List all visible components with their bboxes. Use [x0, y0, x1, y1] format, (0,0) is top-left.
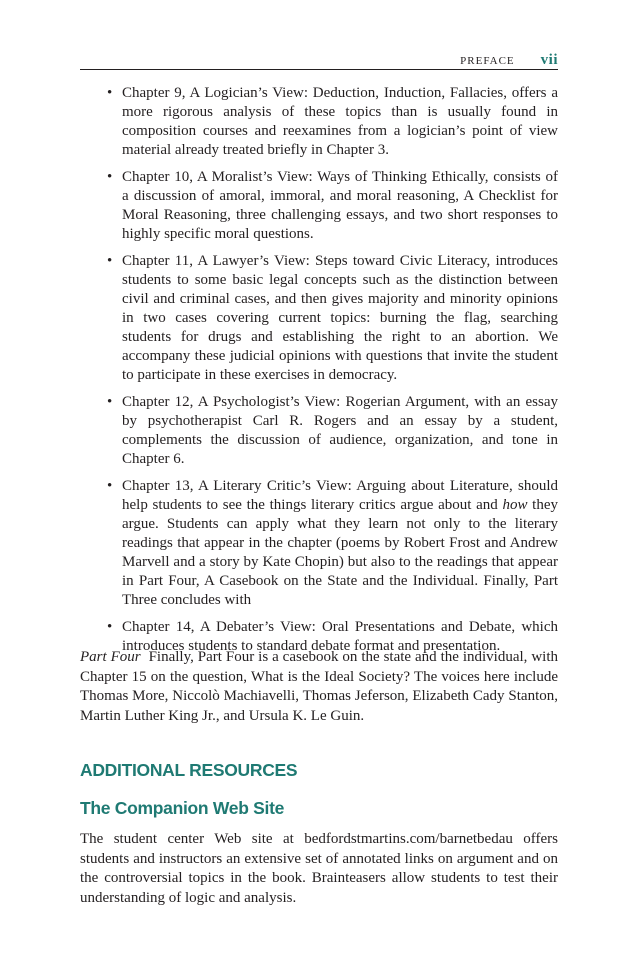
part-four-lead: Part Four — [80, 649, 141, 665]
bullet-item-chapter-9 — [80, 84, 558, 160]
header-rule — [80, 69, 558, 70]
running-head-section: PREFACE — [460, 55, 515, 67]
bullet-text: Chapter 12, A Psychologist’s View: Rogerian Argument, with an essay by psychotherapist Carl R. Rogers and an essay by a student, complements the discussion of audience, organization, and tone in Chapter 6. — [122, 394, 558, 467]
chapter-bullet-list — [80, 84, 558, 664]
bullet-marker: • — [107, 619, 113, 635]
bullet-emphasis-how: how — [502, 497, 528, 513]
part-four-paragraph — [80, 648, 558, 726]
bullet-marker: • — [107, 394, 113, 410]
running-head — [460, 52, 558, 69]
bullet-text: Chapter 11, A Lawyer’s View: Steps toward Civic Literacy, introduces students to some basic legal concepts such as the distinction between civil and criminal cases, and then gives majority and minority opinions in two cases covering current topics: burning the flag, searching students for drugs and establishing the right to an abortion. We accompany these judicial opinions with questions that invite the student to participate in these exercises in democracy. — [122, 253, 558, 383]
bullet-text-part: they argue. Students can apply what they learn not only to the literary readings that appear in the chapter (poems by Robert Frost and Andrew Marvell and a story by Kate Chopin) but also to the readings that appear in Part Four, A Casebook on the State and the Individual. Finally, Part Three concludes with — [122, 497, 559, 608]
bullet-marker: • — [107, 253, 113, 269]
bullet-marker: • — [107, 169, 113, 185]
bullet-item-chapter-11 — [80, 252, 558, 385]
bullet-item-chapter-10 — [80, 168, 558, 244]
additional-resources-heading: ADDITIONAL RESOURCES — [80, 760, 298, 780]
bullet-item-chapter-13 — [80, 477, 558, 610]
page-number: vii — [540, 52, 558, 68]
companion-web-site-paragraph: The student center Web site at bedfordstmartins.com/barnetbedau offers students and instructors an extensive set of annotated links on argument and on the controversial topics in the book. Brainteasers allow students to test their understanding of logic and analysis. — [80, 831, 558, 906]
bullet-text: Chapter 9, A Logician’s View: Deduction, Induction, Fallacies, offers a more rigorous analysis of these topics than is usually found in composition courses and reexamines from a logician’s point of view material already treated briefly in Chapter 3. — [122, 85, 558, 158]
bullet-marker: • — [107, 85, 113, 101]
bullet-text: Chapter 10, A Moralist’s View: Ways of Thinking Ethically, consists of a discussion of amoral, immoral, and moral reasoning, A Checklist for Moral Reasoning, three challenging essays, and two short responses to highly specific moral questions. — [122, 169, 558, 242]
bullet-item-chapter-12 — [80, 393, 558, 469]
bullet-text-part: Chapter 13, A Literary Critic’s View: Arguing about Literature, should help students to see the things literary critics argue about and — [122, 478, 558, 513]
companion-web-site-heading: The Companion Web Site — [80, 798, 285, 818]
part-four-text: Finally, Part Four is a casebook on the state and the individual, with Chapter 15 on the question, What is the Ideal Society? The voices here include Thomas More, Niccolò Machiavelli, Thomas Jeferson, Elizabeth Cady Stanton, Martin Luther King Jr., and Ursula K. Le Guin. — [80, 649, 558, 724]
bullet-marker: • — [107, 478, 113, 494]
bullet-text: Chapter 14, A Debater’s View: Oral Presentations and Debate, which introduces students to standard debate format and presentation. — [122, 619, 558, 654]
